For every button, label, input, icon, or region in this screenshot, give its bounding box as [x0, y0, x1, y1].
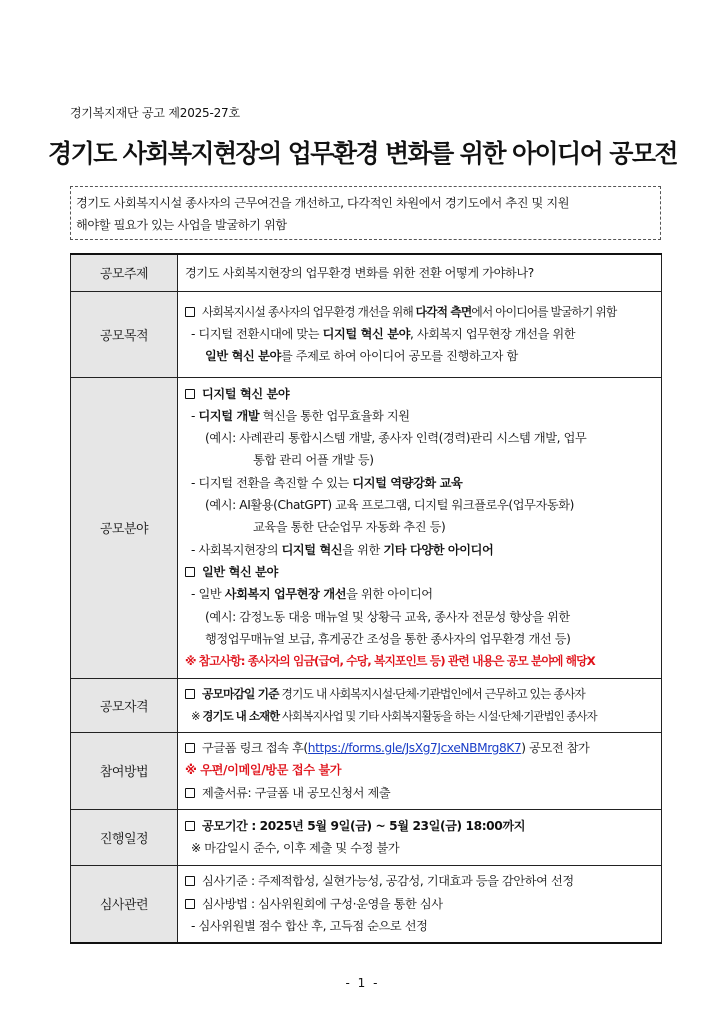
purpose-box — [70, 186, 661, 240]
field-line: 행정업무매뉴얼 보급, 휴게공간 조성을 통한 종사자의 업무환경 개선 등) — [205, 631, 571, 646]
eligibility-line: ※ 경기도 내 소재한 사회복지사업 및 기타 사회복지활동을 하는 시설·단체·기관법인 종사자 — [191, 709, 597, 723]
page-number: - 1 - — [345, 976, 380, 990]
goal-line: 사회복지시설 종사자의 업무환경 개선을 위해 다각적 측면에서 아이디어를 발굴하기 위함 — [185, 301, 655, 323]
field-line: - 디지털 전환을 촉진할 수 있는 디지털 역량강화 교육 — [191, 475, 463, 490]
row-body-review — [178, 865, 662, 943]
contest-info-table — [70, 253, 662, 944]
row-header-eligibility: 공모자격 — [71, 678, 178, 732]
square-bullet-icon — [185, 876, 195, 886]
row-body-eligibility — [178, 678, 662, 732]
row-header-field: 공모분야 — [71, 377, 178, 678]
square-bullet-icon — [185, 743, 195, 753]
goal-line: - 디지털 전환시대에 맞는 디지털 혁신 분야, 사회복지 업무현장 개선을 위한 — [191, 326, 576, 341]
row-schedule — [71, 809, 662, 865]
field-line: (예시: 감정노동 대응 매뉴얼 및 상황극 교육, 종사자 전문성 향상을 위한 — [205, 609, 570, 624]
row-header-review: 심사관련 — [71, 865, 178, 943]
field-digital-title: 디지털 혁신 분야 — [185, 383, 655, 405]
field-general-title: 일반 혁신 분야 — [185, 561, 655, 583]
schedule-period: 공모기간 : 2025년 5월 9일(금) ~ 5월 23일(금) 18:00까지 — [185, 815, 655, 837]
notice-number: 경기복지재단 공고 제2025-27호 — [70, 106, 240, 120]
square-bullet-icon — [185, 389, 195, 399]
schedule-note: ※ 마감일시 준수, 이후 제출 및 수정 불가 — [191, 841, 400, 855]
row-header-method: 참여방법 — [71, 732, 178, 809]
square-bullet-icon — [185, 307, 195, 317]
row-method — [71, 732, 662, 809]
eligibility-line: 공모마감일 기준 경기도 내 사회복지시설·단체·기관법인에서 근무하고 있는 종사자 — [185, 683, 655, 705]
field-line: - 사회복지현장의 디지털 혁신을 위한 기타 다양한 아이디어 — [191, 542, 494, 557]
row-theme — [71, 254, 662, 291]
field-line: 통합 관리 어플 개발 등) — [253, 453, 374, 468]
purpose-line: 해야할 필요가 있는 사업을 발굴하기 위함 — [76, 218, 287, 232]
method-line: 구글폼 링크 접속 후(https://forms.gle/JsXg7JcxeNBMrg8K7) 공모전 참가 — [185, 737, 655, 759]
row-goal — [71, 291, 662, 377]
theme-text: 경기도 사회복지현장의 업무환경 변화를 위한 전환 어떻게 가야하나? — [185, 265, 534, 280]
square-bullet-icon — [185, 821, 195, 831]
method-line: 제출서류: 구글폼 내 공모신청서 제출 — [185, 782, 655, 804]
row-header-schedule: 진행일정 — [71, 809, 178, 865]
field-line: (예시: AI활용(ChatGPT) 교육 프로그램, 디지털 워크플로우(업무자동화) — [205, 498, 574, 513]
row-body-field — [178, 377, 662, 678]
row-body-goal — [178, 291, 662, 377]
square-bullet-icon — [185, 788, 195, 798]
field-line: 교육을 통한 단순업무 자동화 추진 등) — [253, 520, 446, 535]
square-bullet-icon — [185, 567, 195, 577]
field-line: - 디지털 개발 혁신을 통한 업무효율화 지원 — [191, 408, 410, 423]
field-note: ※ 참고사항: 종사자의 임금(급여, 수당, 복지포인트 등) 관련 내용은 공모 분야에 해당X — [185, 654, 595, 669]
square-bullet-icon — [185, 689, 195, 699]
google-form-link[interactable]: https://forms.gle/JsXg7JcxeNBMrg8K7 — [307, 741, 522, 756]
row-eligibility — [71, 678, 662, 732]
review-line: 심사기준 : 주제적합성, 실현가능성, 공감성, 기대효과 등을 감안하여 선정 — [185, 870, 655, 892]
field-line: - 일반 사회복지 업무현장 개선을 위한 아이디어 — [191, 587, 433, 602]
row-body-theme — [178, 254, 662, 291]
row-body-method — [178, 732, 662, 809]
row-header-goal: 공모목적 — [71, 291, 178, 377]
purpose-line: 경기도 사회복지시설 종사자의 근무여건을 개선하고, 다각적인 차원에서 경기도에서 추진 및 지원 — [76, 196, 570, 210]
review-line: 심사방법 : 심사위원회에 구성·운영을 통한 심사 — [185, 893, 655, 915]
row-header-theme: 공모주제 — [71, 254, 178, 291]
review-line: - 심사위원별 점수 합산 후, 고득점 순으로 선정 — [191, 918, 428, 933]
goal-line: 일반 혁신 분야를 주제로 하여 아이디어 공모를 진행하고자 함 — [205, 349, 518, 364]
square-bullet-icon — [185, 899, 195, 909]
page-title: 경기도 사회복지현장의 업무환경 변화를 위한 아이디어 공모전 — [48, 139, 677, 168]
row-body-schedule — [178, 809, 662, 865]
field-line: (예시: 사례관리 통합시스템 개발, 종사자 인력(경력)관리 시스템 개발, 업무 — [205, 431, 587, 446]
row-review — [71, 865, 662, 943]
method-warning: ※ 우편/이메일/방문 접수 불가 — [185, 763, 342, 778]
row-field — [71, 377, 662, 678]
